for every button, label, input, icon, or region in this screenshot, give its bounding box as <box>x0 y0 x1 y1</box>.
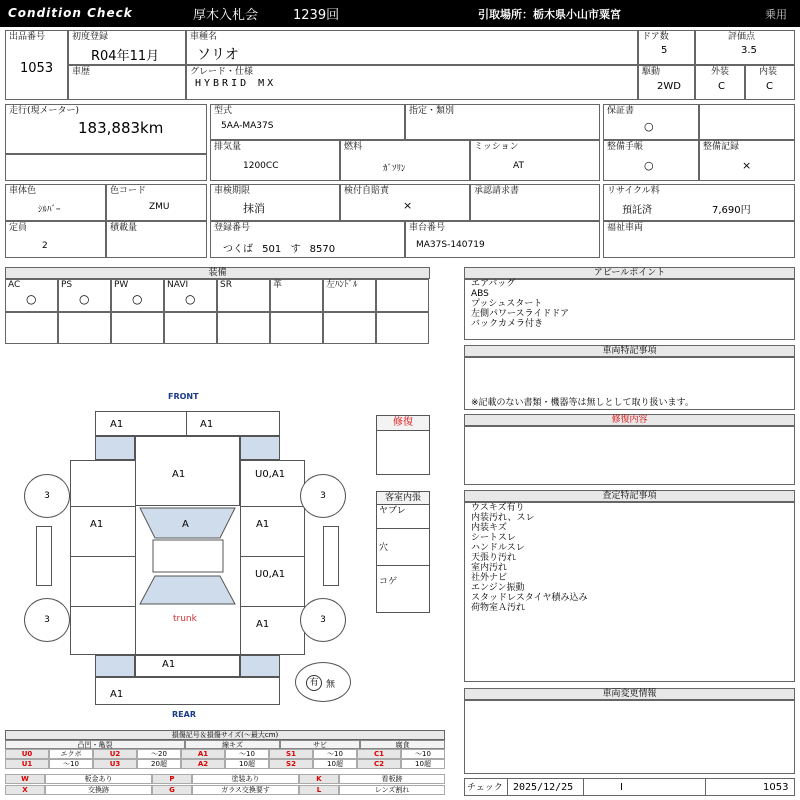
legend-group: 腐食 <box>360 740 445 749</box>
interior-label: 客室内張 <box>377 492 429 505</box>
doors-value: 5 <box>661 45 668 56</box>
capacity-box <box>5 221 106 258</box>
appeal-box <box>464 279 795 340</box>
legend-cell: S1 <box>269 749 313 759</box>
inspection-value: 抹消 <box>243 202 265 215</box>
rear-label: REAR <box>172 710 196 719</box>
appeal-item: プッシュスタート <box>471 299 543 309</box>
drive-label: 駆動 <box>642 67 661 77</box>
warranty-box <box>603 104 699 140</box>
score-label: 評価点 <box>728 32 756 42</box>
designation-box <box>405 104 600 140</box>
first-reg-label: 初度登録 <box>72 32 109 42</box>
repair-mark-label: 修復 <box>377 416 429 431</box>
equipment-cell <box>376 279 429 312</box>
legend-title: 損傷記号＆損傷サイズ(〜最大cm) <box>5 730 445 740</box>
legend-cell: U2 <box>93 749 137 759</box>
mileage-extra-box <box>5 154 207 181</box>
liability-label: 検付自賠責 <box>344 186 390 196</box>
equipment-name: PW <box>114 280 129 290</box>
equipment-cell <box>323 279 376 312</box>
legend-cell: ガラス交換要す <box>192 785 299 795</box>
legend-cell: U1 <box>5 759 49 769</box>
equipment-mark: ○ <box>26 292 37 306</box>
equipment-mark: ○ <box>185 292 196 306</box>
fender-fr-mark: U0,A1 <box>255 469 286 480</box>
spare-present: 有 <box>306 675 322 691</box>
interior-hole: 穴 <box>379 543 389 553</box>
check-row <box>464 778 795 796</box>
legend-cell: C2 <box>357 759 401 769</box>
legend-cell: 塗装あり <box>192 774 299 784</box>
interior-box-diagram <box>376 491 430 613</box>
equipment-cell <box>217 279 270 312</box>
changes-title: 車両変更情報 <box>464 688 795 700</box>
approval-box <box>470 184 600 221</box>
assessment-item: 社外ナビ <box>471 573 508 583</box>
check-label: チェック <box>467 783 503 793</box>
equipment-cell <box>58 279 111 312</box>
plate-box <box>210 221 405 258</box>
special-note: ※記載のない書類・機器等は無しとして取り扱います。 <box>471 398 694 408</box>
mission-value: AT <box>513 161 524 171</box>
legend-group: サビ <box>280 740 360 749</box>
manual-value: ○ <box>644 159 654 172</box>
equipment-extra-cell <box>217 312 270 344</box>
mission-label: ミッション <box>474 142 519 152</box>
legend-cell: 〜10 <box>49 759 93 769</box>
capacity-label: 定員 <box>9 223 28 233</box>
history-label: 車歴 <box>72 67 91 77</box>
interior-box <box>745 65 795 100</box>
repair-title: 修復内容 <box>464 414 795 426</box>
model-value: 5AA-MA37S <box>221 121 274 131</box>
equipment-extra-cell <box>5 312 58 344</box>
recycle-amount: 7,690円 <box>712 205 751 216</box>
category: 乗用 <box>765 8 787 21</box>
brand-title: Condition Check <box>8 6 133 20</box>
drive-box <box>638 65 695 100</box>
legend-cell: A1 <box>181 749 225 759</box>
legend-cell: G <box>152 785 192 795</box>
hood[interactable] <box>135 436 240 506</box>
assessment-item: シートスレ <box>471 533 516 543</box>
warranty-label: 保証書 <box>607 106 635 116</box>
spare-none: 無 <box>326 680 336 690</box>
lot-value: 1053 <box>20 61 54 76</box>
car-name-label: 車種名 <box>190 32 218 42</box>
headlight-left <box>95 436 135 460</box>
grade-value: HYBRID MX <box>195 78 277 89</box>
legend-cell: 〜20 <box>137 749 181 759</box>
first-reg-value: R04年11月 <box>91 49 160 64</box>
equipment-cell <box>270 279 323 312</box>
legend-cell: 板金あり <box>45 774 152 784</box>
equipment-name: SR <box>220 280 232 290</box>
equipment-name: 左ﾊﾝﾄﾞﾙ <box>326 280 358 290</box>
welfare-label: 福祉車両 <box>607 223 644 233</box>
displacement-value: 1200CC <box>243 161 279 171</box>
mileage-value: 183,883km <box>78 119 164 137</box>
special-title: 車両特記事項 <box>464 345 795 357</box>
recycle-status: 預託済 <box>622 205 652 216</box>
equipment-extra-cell <box>270 312 323 344</box>
equipment-mark: ○ <box>132 292 143 306</box>
auction-name: 厚木入札会 <box>193 8 259 23</box>
legend-cell: U3 <box>93 759 137 769</box>
car-name-box <box>186 30 638 65</box>
legend-cell: C1 <box>357 749 401 759</box>
equipment-cell <box>5 279 58 312</box>
equipment-name: NAVI <box>167 280 189 290</box>
right-side-panel <box>323 526 339 586</box>
legend-cell: レンズ割れ <box>339 785 445 795</box>
first-reg-box <box>68 30 186 65</box>
changes-box <box>464 700 795 774</box>
record-box <box>699 140 795 181</box>
lot-box <box>5 30 68 100</box>
legend-cell: エクボ <box>49 749 93 759</box>
manual-box <box>603 140 699 181</box>
door-fl-mark: A1 <box>90 519 104 530</box>
color-label: 車体色 <box>9 186 37 196</box>
tire-front-right[interactable] <box>300 474 346 518</box>
color-code-label: 色コード <box>110 186 147 196</box>
tire-rear-left[interactable] <box>24 598 70 642</box>
equipment-name: 革 <box>273 280 283 290</box>
warranty-extra-box <box>699 104 795 140</box>
rear-bumper-mark: A1 <box>110 689 124 700</box>
door-rr-mark: U0,A1 <box>255 569 286 580</box>
plate-value: つくば 501 す 8570 <box>223 244 336 255</box>
exterior-value: C <box>718 81 725 92</box>
score-value: 3.5 <box>741 45 757 56</box>
legend-cell: 20超 <box>137 759 181 769</box>
record-label: 整備記録 <box>703 142 740 152</box>
capacity-value: 2 <box>42 241 48 251</box>
legend-cell: A2 <box>181 759 225 769</box>
equipment-extra-cell <box>111 312 164 344</box>
legend-cell: P <box>152 774 192 784</box>
equipment-name: AC <box>8 280 21 290</box>
lot-label: 出品番号 <box>9 32 46 42</box>
repair-box <box>464 426 795 485</box>
legend-cell: W <box>5 774 45 784</box>
legend-group: 凸凹・亀裂 <box>5 740 185 749</box>
legend-cell: 看板跡 <box>339 774 445 784</box>
check-date: 2025/12/25 <box>513 782 574 793</box>
displacement-label: 排気量 <box>214 142 242 152</box>
legend-cell: S2 <box>269 759 313 769</box>
legend-group: 線キズ <box>185 740 280 749</box>
assessment-item: 室内汚れ <box>471 563 508 573</box>
auction-number: 1239回 <box>293 8 340 23</box>
equipment-name: PS <box>61 280 73 290</box>
repair-mark-box <box>376 415 430 475</box>
check-mark: I <box>620 782 623 793</box>
assessment-item: エンジン振動 <box>471 583 525 593</box>
inspection-label: 車検期限 <box>214 186 251 196</box>
mission-box <box>470 140 600 181</box>
assessment-item: ウスキズ有り <box>471 503 525 513</box>
color-code-value: ZMU <box>149 202 170 212</box>
trunk-label: trunk <box>173 614 197 624</box>
equipment-extra-cell <box>323 312 376 344</box>
tire-rr-mark: 3 <box>320 615 326 625</box>
chassis-value: MA37S-140719 <box>416 240 485 250</box>
tire-rear-right[interactable] <box>300 598 346 642</box>
headlight-right <box>240 436 280 460</box>
fuel-value: ｶﾞｿﾘﾝ <box>383 164 406 174</box>
check-lot: 1053 <box>763 782 789 793</box>
legend-cell: U0 <box>5 749 49 759</box>
quarter-rr-mark: A1 <box>256 619 270 630</box>
doors-box <box>638 30 695 65</box>
appeal-item: ABS <box>471 289 489 299</box>
roof-mark: A <box>182 519 189 530</box>
approval-label: 承認請求書 <box>474 186 520 196</box>
drive-value: 2WD <box>657 81 681 92</box>
liability-box <box>340 184 470 221</box>
grade-label: グレード・仕様 <box>190 67 254 77</box>
appeal-title: アピールポイント <box>464 267 795 279</box>
assessment-title: 査定特記事項 <box>464 490 795 502</box>
rear-panel[interactable] <box>135 655 240 677</box>
spare-tire <box>295 662 351 702</box>
model-box <box>210 104 405 140</box>
doors-label: ドア数 <box>642 32 669 42</box>
assessment-item: 内装汚れ、スレ <box>471 513 535 523</box>
welfare-box <box>603 221 795 258</box>
hood-mark: A1 <box>172 469 186 480</box>
car-name-value: ソリオ <box>197 47 239 63</box>
recycle-box <box>603 184 795 221</box>
equipment-cell <box>164 279 217 312</box>
assessment-item: 内装キズ <box>471 523 507 533</box>
history-box <box>68 65 186 100</box>
inspection-box <box>210 184 340 221</box>
tire-fl-mark: 3 <box>44 491 50 501</box>
fuel-label: 燃料 <box>344 142 363 152</box>
front-label: FRONT <box>168 392 199 401</box>
plate-label: 登録番号 <box>214 223 251 233</box>
legend-cell: 〜10 <box>225 749 269 759</box>
pickup-location: 引取場所：栃木県小山市粟宮 <box>478 8 621 21</box>
legend-cell: X <box>5 785 45 795</box>
manual-label: 整備手帳 <box>607 142 644 152</box>
exterior-label: 外装 <box>711 67 730 77</box>
assessment-item: 荷物室Ａ汚れ <box>471 603 526 613</box>
assessment-item: 天張り汚れ <box>471 553 517 563</box>
equipment-cell <box>111 279 164 312</box>
load-label: 積載量 <box>110 223 138 233</box>
score-box <box>695 30 795 65</box>
legend-cell: 〜10 <box>401 749 445 759</box>
equipment-title: 装備 <box>5 267 430 279</box>
legend-cell: K <box>299 774 339 784</box>
equipment-mark: ○ <box>79 292 90 306</box>
header-bar <box>0 0 800 27</box>
assessment-item: ハンドルスレ <box>471 543 525 553</box>
equipment-extra-cell <box>58 312 111 344</box>
appeal-item: 左側パワースライドドア <box>471 309 570 319</box>
record-value: × <box>742 159 752 172</box>
equipment-extra-cell <box>164 312 217 344</box>
taillight-right <box>240 655 280 677</box>
chassis-box <box>405 221 600 258</box>
recycle-label: リサイクル料 <box>607 186 660 196</box>
tire-rl-mark: 3 <box>44 615 50 625</box>
tire-fr-mark: 3 <box>320 491 326 501</box>
legend-cell: 10超 <box>401 759 445 769</box>
interior-tear: ヤブレ <box>379 506 406 516</box>
legend-cell: 交換跡 <box>45 785 152 795</box>
mileage-label: 走行(現メーター) <box>9 106 80 116</box>
fuel-box <box>340 140 470 181</box>
special-box <box>464 357 795 410</box>
legend-cell: L <box>299 785 339 795</box>
taillight-left <box>95 655 135 677</box>
model-label: 型式 <box>214 106 233 116</box>
load-box <box>106 221 207 258</box>
exterior-box <box>695 65 745 100</box>
assessment-item: スタッドレスタイヤ積み込み <box>471 593 588 603</box>
grade-box <box>186 65 638 100</box>
tire-front-left[interactable] <box>24 474 70 518</box>
left-side-panel <box>36 526 52 586</box>
front-bumper-right-mark: A1 <box>200 419 214 430</box>
interior-value: C <box>766 81 773 92</box>
displacement-box <box>210 140 340 181</box>
mileage-box <box>5 104 207 154</box>
equipment-extra-cell <box>376 312 429 344</box>
appeal-item: エアバッグ <box>471 279 516 289</box>
interior-burn: コゲ <box>379 577 398 587</box>
door-fr-mark: A1 <box>256 519 270 530</box>
legend-cell: 10超 <box>313 759 357 769</box>
assessment-box <box>464 502 795 682</box>
interior-label: 内装 <box>759 67 778 77</box>
rear-panel-mark: A1 <box>162 659 176 670</box>
front-bumper-left-mark: A1 <box>110 419 124 430</box>
appeal-item: バックカメラ付き <box>471 319 544 329</box>
color-value: ｼﾙﾊﾞｰ <box>38 205 61 215</box>
legend-cell: 10超 <box>225 759 269 769</box>
warranty-value: ○ <box>644 120 654 133</box>
color-box <box>5 184 106 221</box>
designation-label: 指定・類別 <box>409 106 455 116</box>
legend-cell: 〜10 <box>313 749 357 759</box>
chassis-label: 車台番号 <box>409 223 446 233</box>
liability-value: × <box>403 199 413 212</box>
color-code-box <box>106 184 207 221</box>
